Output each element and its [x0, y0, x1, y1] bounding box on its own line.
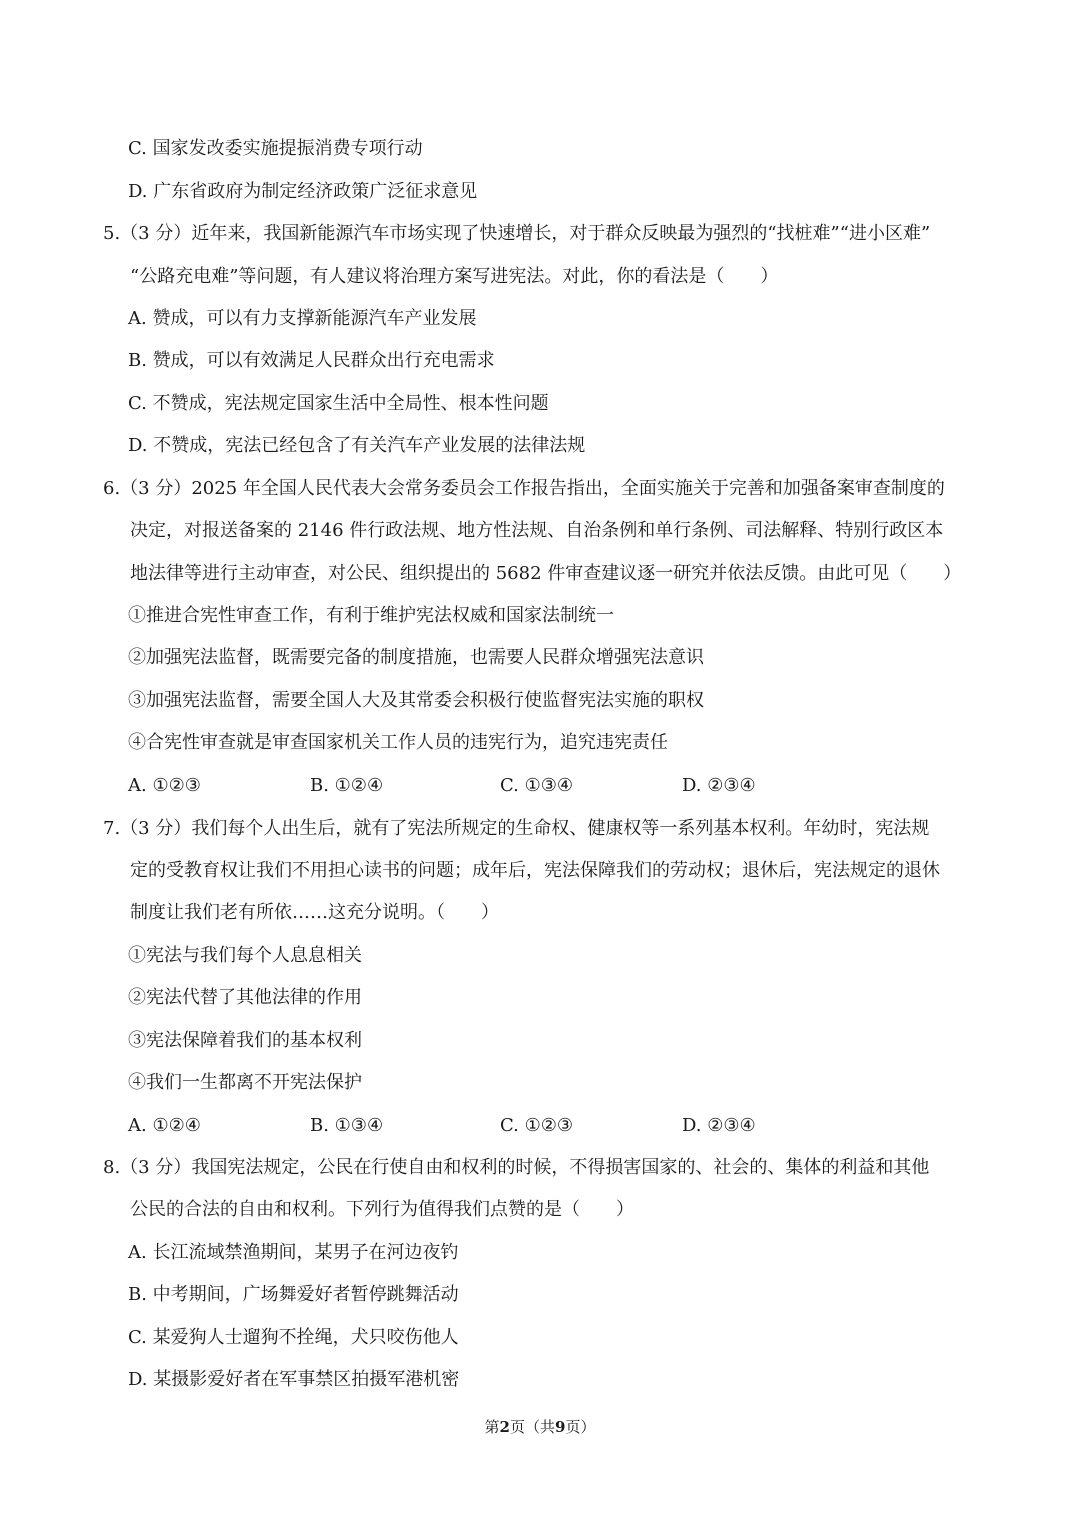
q5-stem-line2: “公路充电难”等问题，有人建议将治理方案写进宪法。对此，你的看法是（ ）	[130, 266, 779, 287]
q6-choice-b: B. ①②④	[310, 775, 384, 796]
q6-choice-d: D. ②③④	[682, 775, 756, 796]
q7-choice-b: B. ①③④	[310, 1115, 384, 1136]
q7-stem-line3: 制度让我们老有所依……这充分说明。（ ）	[130, 902, 499, 923]
q7-choice-a: A. ①②④	[128, 1115, 201, 1136]
q7-choice-c: C. ①②③	[500, 1115, 573, 1136]
footer-page-number: 2	[499, 1418, 510, 1436]
q8-option-c: C. 某爱狗人士遛狗不拴绳，犬只咬伤他人	[128, 1327, 459, 1348]
q6-stem-line2: 决定，对报送备案的 2146 件行政法规、地方性法规、自治条例和单行条例、司法解释、特别行政区本	[130, 520, 944, 541]
q7-stem-line1: 7.（3 分）我们每个人出生后，就有了宪法所规定的生命权、健康权等一系列基本权利。年幼时，宪法规	[103, 818, 930, 839]
q7-choice-d: D. ②③④	[682, 1115, 756, 1136]
q7-statement-1: ①宪法与我们每个人息息相关	[128, 945, 362, 966]
q6-statement-4: ④合宪性审查就是审查国家机关工作人员的违宪行为，追究违宪责任	[128, 732, 668, 753]
footer-suffix: 页）	[565, 1418, 596, 1436]
q5-option-a: A. 赞成，可以有力支撑新能源汽车产业发展	[128, 308, 477, 329]
q5-option-b: B. 赞成，可以有效满足人民群众出行充电需求	[128, 350, 495, 371]
page-footer	[0, 1416, 1080, 1438]
q7-statement-4: ④我们一生都离不开宪法保护	[128, 1072, 362, 1093]
q7-statement-2: ②宪法代替了其他法律的作用	[128, 987, 362, 1008]
q7-stem-line2: 定的受教育权让我们不用担心读书的问题；成年后，宪法保障我们的劳动权；退休后，宪法规定的退休	[130, 860, 940, 881]
q6-choice-c: C. ①③④	[500, 775, 573, 796]
q5-option-c: C. 不赞成，宪法规定国家生活中全局性、根本性问题	[128, 393, 549, 414]
q8-stem-line2: 公民的合法的自由和权利。下列行为值得我们点赞的是（ ）	[130, 1199, 634, 1220]
q6-statement-1: ①推进合宪性审查工作，有利于维护宪法权威和国家法制统一	[128, 605, 614, 626]
q7-choices	[0, 1113, 1080, 1139]
q8-stem-line1: 8.（3 分）我国宪法规定，公民在行使自由和权利的时候，不得损害国家的、社会的、集体的利益和其他	[103, 1157, 930, 1178]
footer-middle: 页（共	[509, 1418, 555, 1436]
footer-prefix: 第	[484, 1418, 500, 1436]
footer-total-pages: 9	[555, 1418, 566, 1436]
q4-option-c: C. 国家发改委实施提振消费专项行动	[128, 138, 423, 159]
q5-option-d: D. 不赞成，宪法已经包含了有关汽车产业发展的法律法规	[128, 435, 586, 456]
q7-statement-3: ③宪法保障着我们的基本权利	[128, 1030, 362, 1051]
q6-choice-a: A. ①②③	[128, 775, 201, 796]
q8-option-b: B. 中考期间，广场舞爱好者暂停跳舞活动	[128, 1284, 459, 1305]
q5-stem-line1: 5.（3 分）近年来，我国新能源汽车市场实现了快速增长，对于群众反映最为强烈的“找桩难”“进小区难”	[103, 223, 931, 244]
q6-stem-line3: 地法律等进行主动审查，对公民、组织提出的 5682 件审查建议逐一研究并依法反馈。由此可见（ ）	[130, 563, 962, 584]
q6-choices	[0, 773, 1080, 799]
q8-option-a: A. 长江流域禁渔期间，某男子在河边夜钓	[128, 1242, 459, 1263]
q8-option-d: D. 某摄影爱好者在军事禁区拍摄军港机密	[128, 1369, 460, 1390]
q4-option-d: D. 广东省政府为制定经济政策广泛征求意见	[128, 181, 478, 202]
q6-statement-2: ②加强宪法监督，既需要完备的制度措施，也需要人民群众增强宪法意识	[128, 647, 704, 668]
q6-stem-line1: 6.（3 分）2025 年全国人民代表大会常务委员会工作报告指出，全面实施关于完善和加强备案审查制度的	[103, 478, 945, 499]
q6-statement-3: ③加强宪法监督，需要全国人大及其常委会积极行使监督宪法实施的职权	[128, 690, 704, 711]
